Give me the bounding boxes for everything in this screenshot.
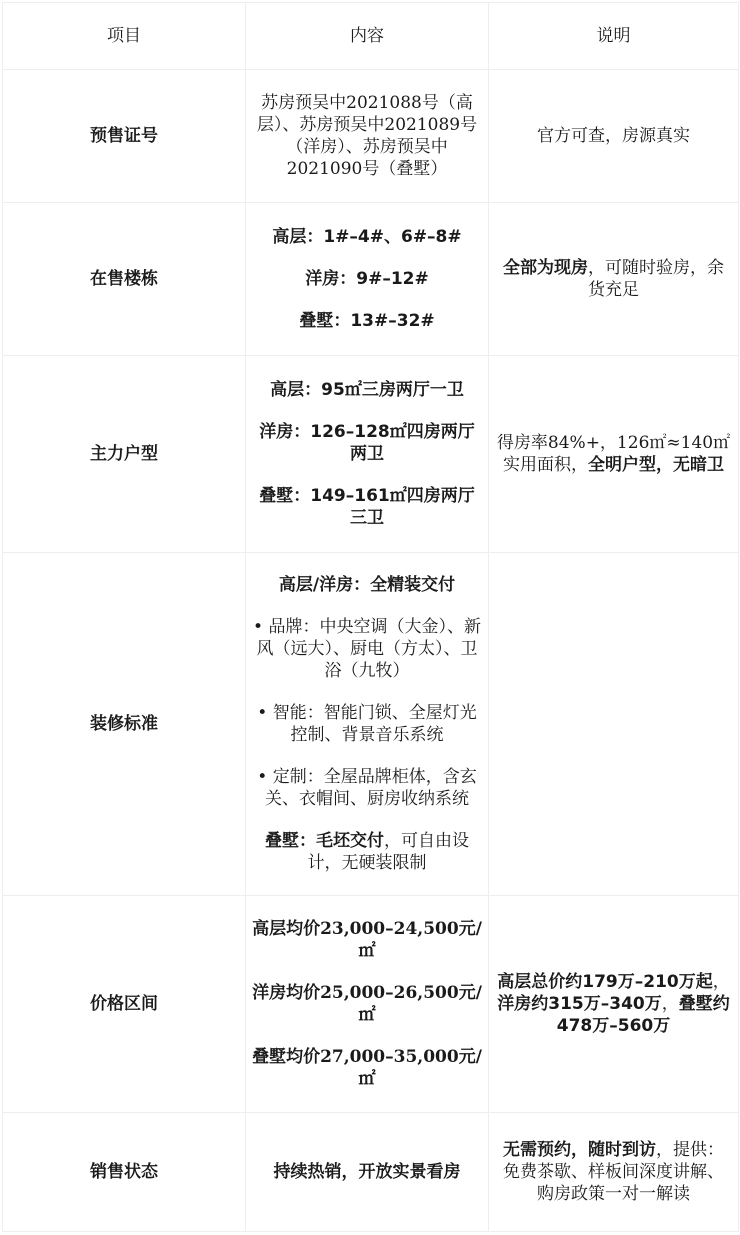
row-label-cert: 预售证号 <box>3 70 246 203</box>
sale-content: 持续热销，开放实景看房 <box>246 1113 489 1232</box>
table-header-row <box>3 3 739 70</box>
price-note <box>489 896 739 1113</box>
type-line-garden: 洋房：126–128㎡四房两厅两卫 <box>259 422 475 464</box>
decoration-content <box>246 553 489 896</box>
row-label-price: 价格区间 <box>3 896 246 1113</box>
header-note: 说明 <box>489 3 739 70</box>
price-note-garden: 洋房约315万–340万 <box>497 994 662 1014</box>
table-row <box>3 356 739 553</box>
decoration-heading: 高层/洋房：全精装交付 <box>278 575 456 595</box>
price-note-villa: 叠墅约478万–560万 <box>556 994 730 1036</box>
row-label-buildings: 在售楼栋 <box>3 203 246 356</box>
decoration-villa-rest: ，可自由设计，无硬装限制 <box>307 831 469 873</box>
decoration-villa <box>252 830 482 874</box>
buildings-content <box>246 203 489 356</box>
project-info-table <box>2 2 739 1232</box>
types-content <box>246 356 489 553</box>
building-line-garden: 洋房：9#–12# <box>305 269 429 289</box>
price-line-villa: 叠墅均价27,000–35,000元/㎡ <box>252 1047 482 1089</box>
buildings-note <box>489 203 739 356</box>
buildings-note-rest: ，可随时验房，余货充足 <box>588 258 724 300</box>
decoration-list <box>252 616 482 810</box>
price-note-sep2: ， <box>661 994 679 1014</box>
list-item: • 定制：全屋品牌柜体，含玄关、衣帽间、厨房收纳系统 <box>252 766 482 810</box>
price-content <box>246 896 489 1113</box>
table-row <box>3 553 739 896</box>
table-row <box>3 70 739 203</box>
buildings-note-bold: 全部为现房 <box>503 258 588 278</box>
row-label-sale: 销售状态 <box>3 1113 246 1232</box>
types-note-plain: 得房率84%+，126㎡≈140㎡实用面积， <box>496 433 731 475</box>
types-note-bold: 全明户型，无暗卫 <box>588 455 724 475</box>
price-line-highrise: 高层均价23,000–24,500元/㎡ <box>252 919 482 961</box>
sale-note <box>489 1113 739 1232</box>
row-label-decoration: 装修标准 <box>3 553 246 896</box>
table-row <box>3 1113 739 1232</box>
sale-note-rest: ，提供：免费茶歇、样板间深度讲解、购房政策一对一解读 <box>503 1140 724 1204</box>
row-label-types: 主力户型 <box>3 356 246 553</box>
type-line-highrise: 高层：95㎡三房两厅一卫 <box>270 380 464 400</box>
decoration-note <box>489 553 739 896</box>
decoration-villa-bold: 叠墅：毛坯交付 <box>265 831 384 851</box>
building-line-highrise: 高层：1#–4#、6#–8# <box>272 227 462 247</box>
cert-note: 官方可查，房源真实 <box>489 70 739 203</box>
types-note <box>489 356 739 553</box>
list-item: • 品牌：中央空调（大金）、新风（远大）、厨电（方太）、卫浴（九牧） <box>252 616 482 682</box>
table-row <box>3 203 739 356</box>
type-line-villa: 叠墅：149–161㎡四房两厅三卫 <box>259 486 475 528</box>
cert-content: 苏房预吴中2021088号（高层）、苏房预吴中2021089号（洋房）、苏房预吴中2021090号（叠墅） <box>246 70 489 203</box>
header-item: 项目 <box>3 3 246 70</box>
price-note-highrise: 高层总价约179万–210万起 <box>497 972 713 992</box>
header-content: 内容 <box>246 3 489 70</box>
table-row <box>3 896 739 1113</box>
price-note-sep1: ， <box>712 972 730 992</box>
price-line-garden: 洋房均价25,000–26,500元/㎡ <box>252 983 482 1025</box>
building-line-villa: 叠墅：13#–32# <box>299 311 435 331</box>
sale-note-bold: 无需预约，随时到访 <box>503 1140 656 1160</box>
list-item: • 智能：智能门锁、全屋灯光控制、背景音乐系统 <box>252 702 482 746</box>
